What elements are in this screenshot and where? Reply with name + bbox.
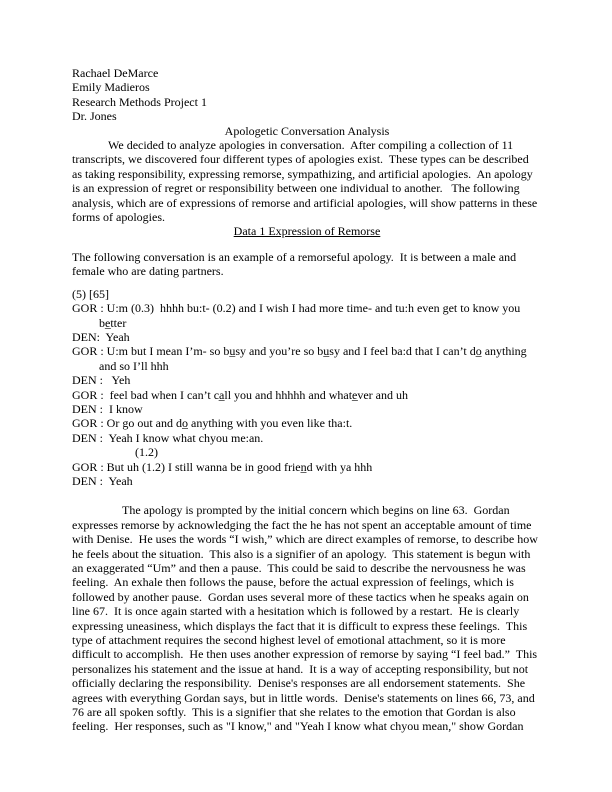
course-line: Research Methods Project 1 bbox=[72, 94, 207, 109]
author-line: Rachael DeMarce bbox=[72, 66, 159, 80]
transcript-line: DEN : I know bbox=[72, 401, 143, 416]
transcript-line: GOR : Or go out and do̲ anything with you even like tha:t. bbox=[72, 416, 353, 431]
text-line: he feels about the situation. This also is a signifier of an apology. This statement is begun with bbox=[72, 546, 531, 561]
text-line: personalizes his statement and the issue at hand. It is a way of accepting responsibility, but not bbox=[72, 661, 529, 676]
text-line: forms of apologies. bbox=[72, 210, 165, 225]
text-line: transcripts, we discovered four different types of apologies exist. These types can be described bbox=[72, 152, 529, 167]
text-line: followed by another pause. Gordan uses several more of these tactics when he speaks again on bbox=[72, 589, 529, 604]
text-line: with Denise. He uses the words “I wish,” which are direct examples of remorse, to describe how bbox=[72, 532, 538, 547]
transcript-line: GOR : feel bad when I can’t ca̲ll you and hhhhh and whate̲ver and uh bbox=[72, 387, 409, 402]
conversation-transcript bbox=[72, 287, 542, 489]
section-heading: Data 1 Expression of Remorse bbox=[233, 224, 381, 239]
text-line: agrees with everything Gordan says, but in little words. Denise's statements on lines 66, 73, and bbox=[72, 690, 535, 705]
transcript-line: DEN: Yeah bbox=[72, 329, 130, 344]
transcript-line: be̲tter bbox=[72, 315, 127, 330]
text-line: line 67. It is once again started with a hesitation which is followed by a restart. He is clearly bbox=[72, 604, 520, 619]
author-block bbox=[72, 66, 542, 124]
text-line: officially declaring the responsibility. Denise's responses are all endorsement statements. She bbox=[72, 676, 526, 691]
text-line: feeling. Her responses, such as "I know," and "Yeah I know what chyou mean," show Gordan bbox=[72, 719, 524, 734]
transcript-line: GOR : U:m (0.3) hhhh bu:t- (0.2) and I wish I had more time- and tu:h even get to know you bbox=[72, 301, 521, 316]
transcript-line: DEN : Yeah bbox=[72, 473, 133, 488]
text-line: The apology is prompted by the initial concern which begins on line 63. Gordan bbox=[122, 503, 510, 518]
text-line: difficult to accomplish. He then uses another expression of remorse by saying “I feel bad.” This bbox=[72, 647, 538, 662]
transcript-line: GOR : But uh (1.2) I still wanna be in good frien̲d with ya hhh bbox=[72, 459, 373, 474]
intro-paragraph bbox=[72, 138, 542, 224]
transcript-pause-line: (1.2) bbox=[72, 445, 158, 460]
author-line: Emily Madieros bbox=[72, 80, 150, 95]
transcript-line: DEN : Yeah I know what chyou me:an. bbox=[72, 430, 264, 445]
text-line: as taking responsibility, expressing remorse, sympathizing, and artificial apologies. An apology bbox=[72, 166, 533, 181]
text-line: We decided to analyze apologies in conversation. After compiling a collection of 11 bbox=[108, 138, 514, 153]
transcript-line: DEN : Yeh bbox=[72, 373, 131, 388]
text-line: female who are dating partners. bbox=[72, 264, 224, 279]
text-line: feeling. An exhale then follows the pause, before the actual expression of feelings, which is bbox=[72, 575, 514, 590]
text-line: analysis, which are of expressions of remorse and artificial apologies, will show patterns in these bbox=[72, 195, 538, 210]
text-line: expressing uneasiness, which displays the fact that it is difficult to express these feelings. This bbox=[72, 618, 528, 633]
example-intro-paragraph bbox=[72, 250, 542, 279]
transcript-id: (5) [65] bbox=[72, 286, 109, 301]
text-line: an exaggerated “Um” and then a pause. This could be said to describe the nervousness he was bbox=[72, 561, 526, 575]
text-line: 76 are all spoken softly. This is a signifier that she relates to the emotion that Gordan is also bbox=[72, 705, 516, 720]
document-title: Apologetic Conversation Analysis bbox=[224, 123, 390, 138]
text-line: is an expression of regret or responsibility between one individual to another. The following bbox=[72, 181, 520, 196]
text-line: type of attachment requires the second highest level of emotional attachment, so it is more bbox=[72, 633, 506, 648]
transcript-line: and so I’ll hhh bbox=[72, 358, 169, 373]
analysis-paragraph bbox=[72, 503, 542, 734]
transcript-line: GOR : U:m but I mean I’m- so bu̲sy and you’re so bu̲sy and I feel ba:d that I can’t do̲ anything bbox=[72, 344, 527, 359]
text-line: The following conversation is an example of a remorseful apology. It is between a male and bbox=[72, 249, 517, 264]
text-line: expresses remorse by acknowledging the fact the he has not spent an acceptable amount of time bbox=[72, 517, 532, 532]
instructor-line: Dr. Jones bbox=[72, 109, 117, 124]
